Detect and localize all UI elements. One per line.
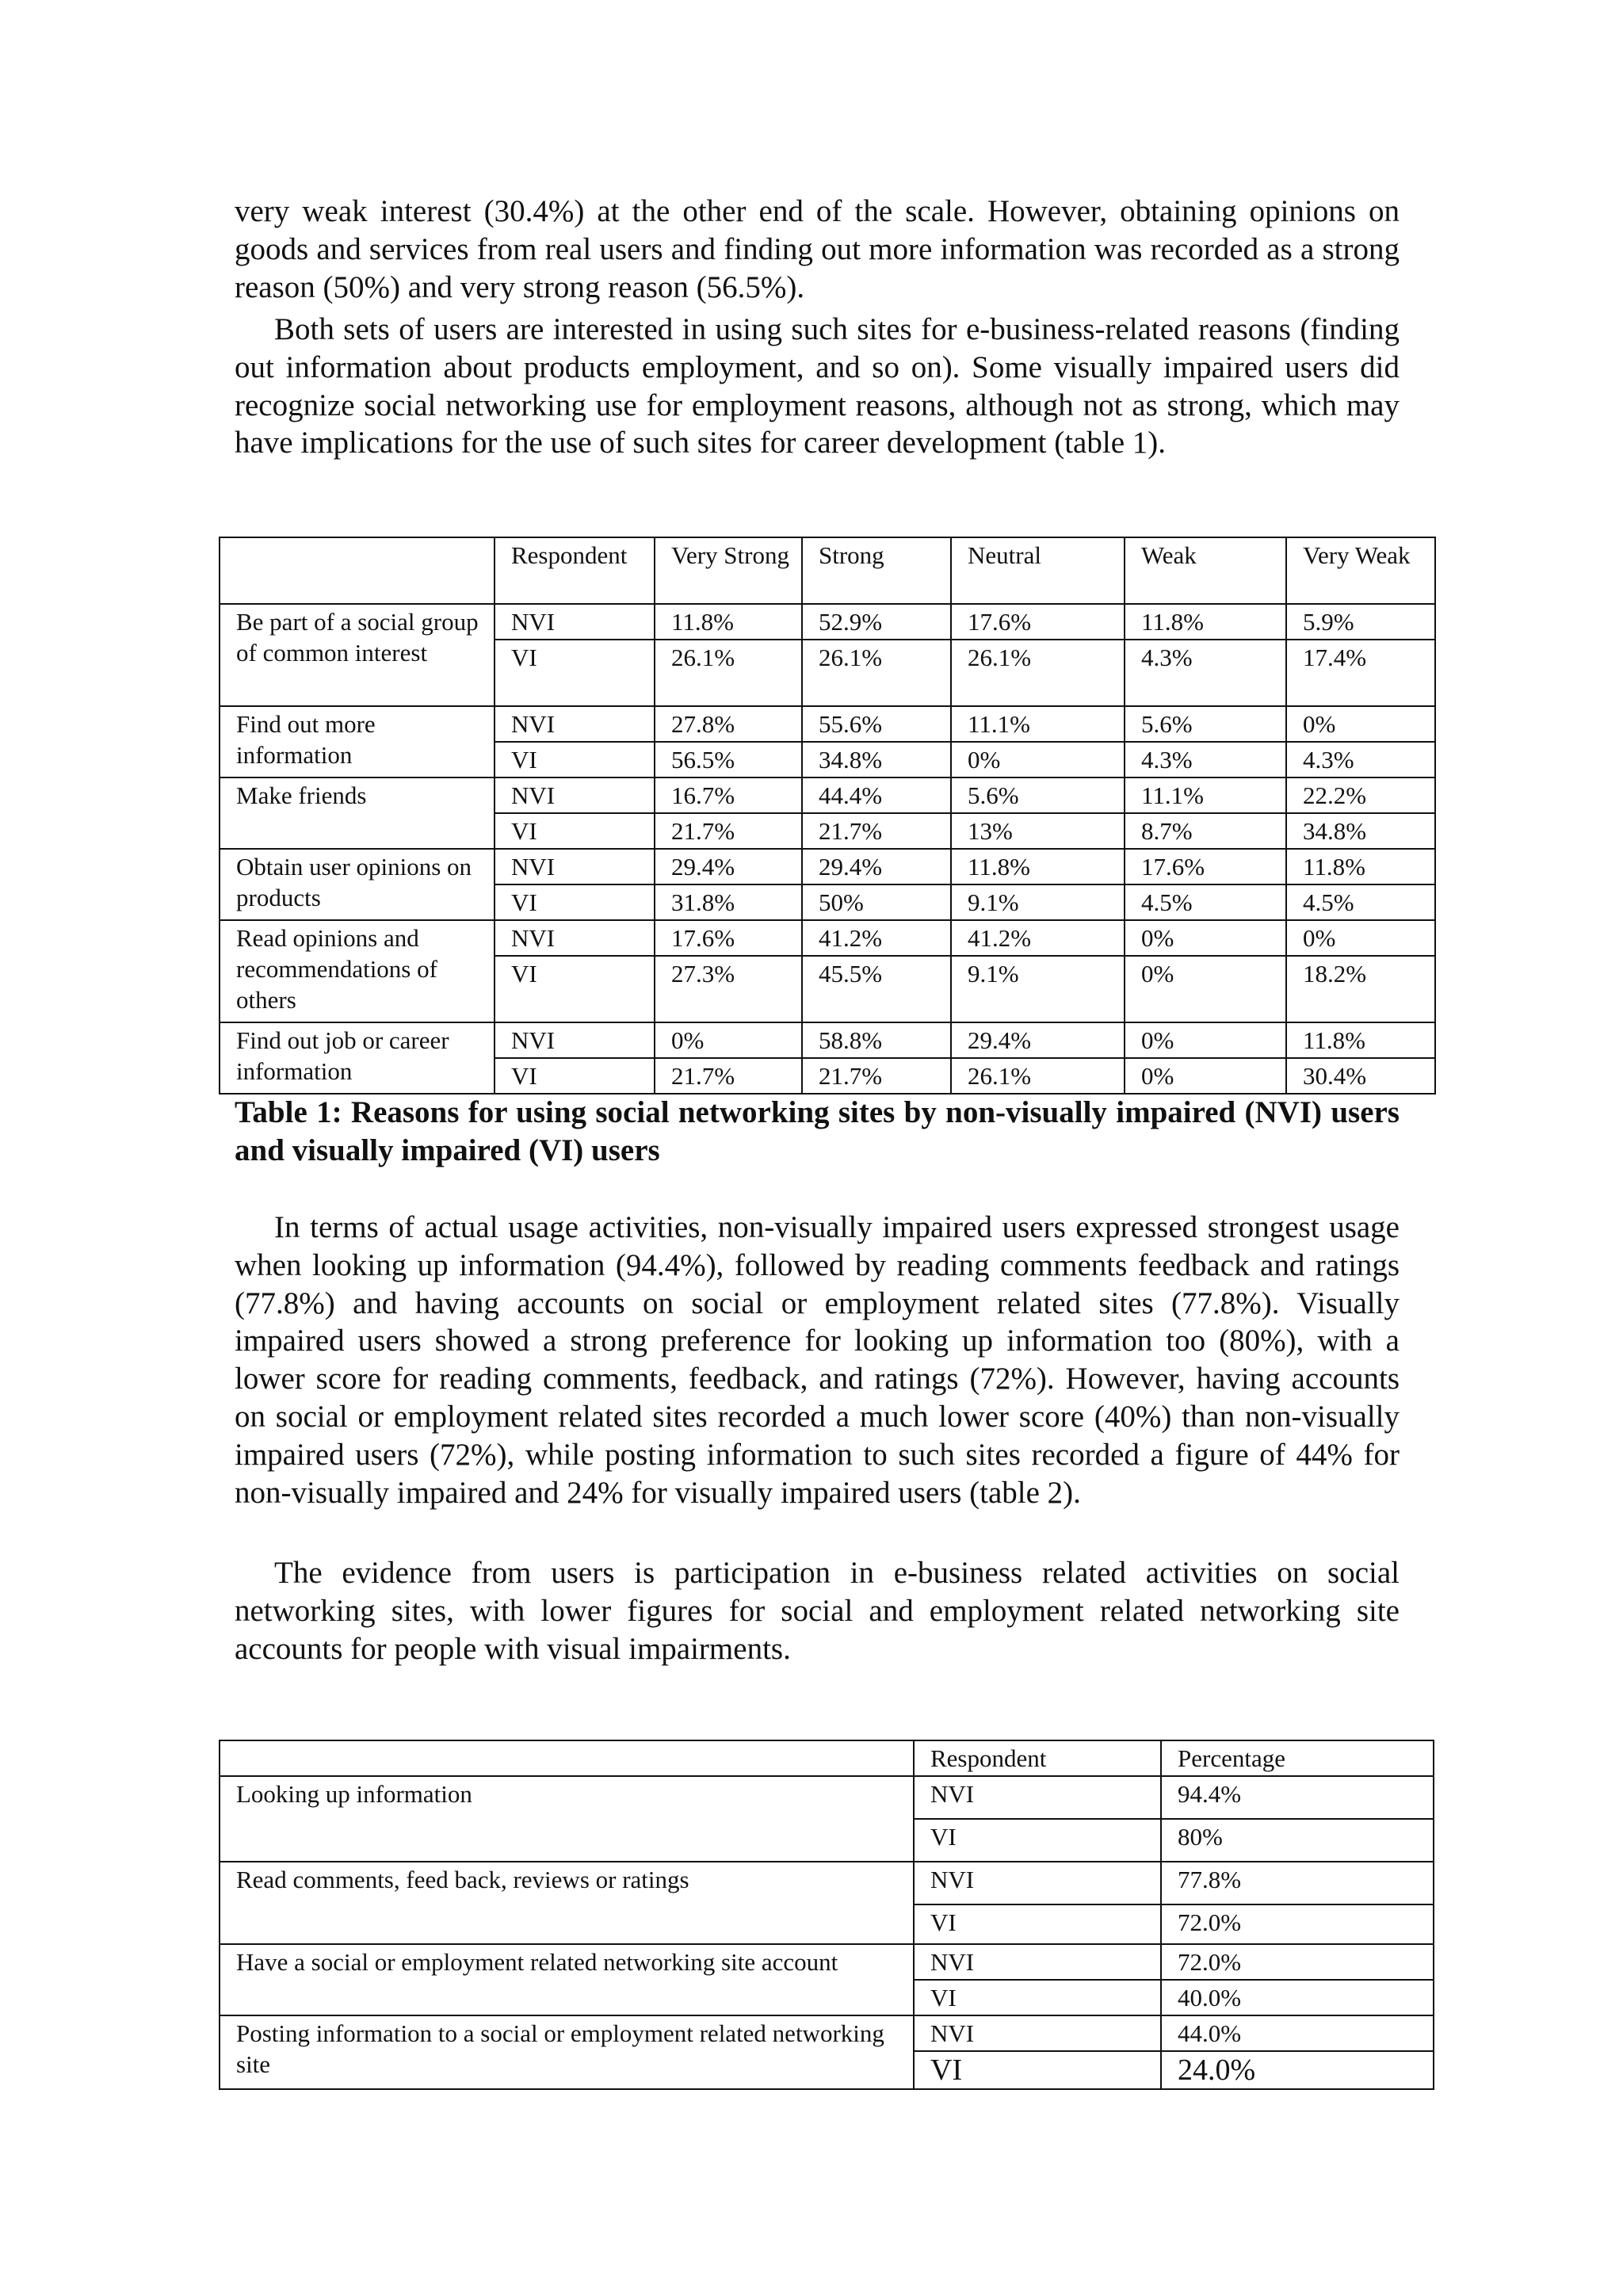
table-cell: VI: [495, 813, 655, 849]
table-cell: 21.7%: [655, 813, 802, 849]
reason-cell: Make friends: [220, 777, 495, 849]
header-cell: Weak: [1125, 537, 1286, 604]
table-cell: 11.8%: [655, 604, 802, 640]
table-cell: 5.6%: [1125, 706, 1286, 742]
table-cell: 11.1%: [951, 706, 1125, 742]
table-cell: 34.8%: [1286, 813, 1435, 849]
table-cell: 13%: [951, 813, 1125, 849]
paragraph-usage-activities: In terms of actual usage activities, non-visually impaired users expressed strongest usage when looking up information (94.4%), followed by reading comments feedback and ratings (77.8%) and having accounts on social or employment related sites (77.8%). Visually impaired users showed a strong preference for looking up information too (80%), with a lower score for reading comments, feedback, and ratings (72%). However, having accounts on social or employment related sites recorded a much lower score (40%) than non-visually impaired users (72%), while posting information to such sites recorded a figure of 44% for non-visually impaired and 24% for visually impaired users (table 2).: [235, 1210, 1400, 1510]
table-cell: 26.1%: [655, 640, 802, 706]
reason-cell: Find out more information: [220, 706, 495, 777]
table-cell: 0%: [655, 1022, 802, 1058]
table-cell: 5.6%: [951, 777, 1125, 813]
table-cell: 21.7%: [802, 1058, 951, 1094]
paragraph-evidence: The evidence from users is participation in e-business related activities on social networking sites, with lower figures for social and employment related networking site accounts for people with visual impairments.: [235, 1556, 1400, 1666]
table-row: [220, 920, 1435, 956]
table-cell: 11.8%: [1125, 604, 1286, 640]
table-cell: 0%: [1125, 956, 1286, 1022]
table-cell: 4.3%: [1125, 742, 1286, 777]
table-cell: 0%: [951, 742, 1125, 777]
reason-cell: Be part of a social group of common interest: [220, 604, 495, 706]
header-cell: Percentage: [1161, 1740, 1434, 1776]
table-cell: 17.6%: [655, 920, 802, 956]
table-row: [220, 1862, 1434, 1904]
table-cell: 55.6%: [802, 706, 951, 742]
table-cell: 0%: [1125, 1022, 1286, 1058]
table-cell: 27.8%: [655, 706, 802, 742]
table-cell: NVI: [495, 1022, 655, 1058]
table-cell: NVI: [495, 604, 655, 640]
table-cell: VI: [914, 1980, 1161, 2015]
table-cell: 4.3%: [1125, 640, 1286, 706]
table-cell: 11.8%: [951, 849, 1125, 884]
table-cell: VI: [495, 640, 655, 706]
table-cell: 72.0%: [1161, 1944, 1434, 1980]
table-cell: NVI: [495, 920, 655, 956]
table-cell: 27.3%: [655, 956, 802, 1022]
table-cell: 17.6%: [1125, 849, 1286, 884]
table-row: [220, 1944, 1434, 1980]
table-cell: 11.8%: [1286, 849, 1435, 884]
table-row: [220, 604, 1435, 640]
table-cell: 29.4%: [802, 849, 951, 884]
activities-table: [219, 1740, 1434, 2090]
table-cell: 50%: [802, 884, 951, 920]
reason-cell: Obtain user opinions on products: [220, 849, 495, 920]
activity-cell: Posting information to a social or employment related networking site: [220, 2015, 914, 2089]
table-cell: VI: [914, 1819, 1161, 1862]
table-cell: VI: [495, 884, 655, 920]
activity-cell: Have a social or employment related networking site account: [220, 1944, 914, 2015]
table-cell: 44.4%: [802, 777, 951, 813]
table-cell: 34.8%: [802, 742, 951, 777]
table-cell: NVI: [914, 1862, 1161, 1904]
paragraph-both-users: Both sets of users are interested in using such sites for e-business-related reasons (finding out information about products employment, and so on). Some visually impaired users did recognize social networking use for employment reasons, although not as strong, which may have implications for the use of such sites for career development (table 1).: [235, 312, 1400, 460]
table-cell: 8.7%: [1125, 813, 1286, 849]
table-cell: 24.0%: [1161, 2051, 1434, 2089]
table-cell: 4.5%: [1286, 884, 1435, 920]
table-cell: 4.3%: [1286, 742, 1435, 777]
table-row: [220, 1776, 1434, 1819]
table-cell: 77.8%: [1161, 1862, 1434, 1904]
table-cell: 0%: [1286, 706, 1435, 742]
table-cell: 58.8%: [802, 1022, 951, 1058]
table-cell: 80%: [1161, 1819, 1434, 1862]
table-cell: 41.2%: [802, 920, 951, 956]
table-cell: VI: [914, 1904, 1161, 1944]
table-cell: NVI: [495, 777, 655, 813]
table-cell: NVI: [914, 1776, 1161, 1819]
table-cell: 16.7%: [655, 777, 802, 813]
reason-cell: Read opinions and recommendations of others: [220, 920, 495, 1022]
activity-cell: Looking up information: [220, 1776, 914, 1862]
header-cell: Respondent: [914, 1740, 1161, 1776]
table-cell: 0%: [1125, 920, 1286, 956]
table-cell: 9.1%: [951, 956, 1125, 1022]
reason-cell: Find out job or career information: [220, 1022, 495, 1094]
activity-cell: Read comments, feed back, reviews or ratings: [220, 1862, 914, 1944]
table-cell: 21.7%: [655, 1058, 802, 1094]
table-row: [220, 706, 1435, 742]
table-cell: 17.6%: [951, 604, 1125, 640]
table-cell: 52.9%: [802, 604, 951, 640]
table-header-row: [220, 537, 1435, 604]
header-cell: Very Strong: [655, 537, 802, 604]
table-cell: NVI: [914, 2015, 1161, 2051]
table-cell: 30.4%: [1286, 1058, 1435, 1094]
table-cell: 26.1%: [951, 640, 1125, 706]
table-cell: 11.8%: [1286, 1022, 1435, 1058]
header-cell: Strong: [802, 537, 951, 604]
table1-caption: Table 1: Reasons for using social networking sites by non-visually impaired (NVI) users and visually impaired (VI) users: [235, 1095, 1400, 1167]
table-cell: NVI: [914, 1944, 1161, 1980]
reasons-table: [219, 537, 1436, 1095]
table-cell: NVI: [495, 706, 655, 742]
header-cell: Very Weak: [1286, 537, 1435, 604]
table-cell: 56.5%: [655, 742, 802, 777]
table-cell: VI: [914, 2051, 1161, 2089]
header-cell: [220, 1740, 914, 1776]
table-cell: 29.4%: [951, 1022, 1125, 1058]
table-cell: 17.4%: [1286, 640, 1435, 706]
table-cell: VI: [495, 956, 655, 1022]
table-cell: 94.4%: [1161, 1776, 1434, 1819]
table-cell: 44.0%: [1161, 2015, 1434, 2051]
table-cell: 26.1%: [802, 640, 951, 706]
table-row: [220, 849, 1435, 884]
table-cell: 26.1%: [951, 1058, 1125, 1094]
table-row: [220, 777, 1435, 813]
paragraph-intro: very weak interest (30.4%) at the other end of the scale. However, obtaining opinions on goods and services from real users and finding out more information was recorded as a strong reason (50%) and very strong reason (56.5%).: [235, 194, 1400, 304]
header-cell: Respondent: [495, 537, 655, 604]
table-cell: 9.1%: [951, 884, 1125, 920]
table-cell: 29.4%: [655, 849, 802, 884]
table-cell: 5.9%: [1286, 604, 1435, 640]
table-cell: 22.2%: [1286, 777, 1435, 813]
table-cell: 21.7%: [802, 813, 951, 849]
table-cell: VI: [495, 742, 655, 777]
header-cell: [220, 537, 495, 604]
table-cell: 40.0%: [1161, 1980, 1434, 2015]
table-cell: 4.5%: [1125, 884, 1286, 920]
table-cell: 18.2%: [1286, 956, 1435, 1022]
table-cell: 0%: [1125, 1058, 1286, 1094]
table-cell: 0%: [1286, 920, 1435, 956]
table-cell: 72.0%: [1161, 1904, 1434, 1944]
table-row: [220, 1022, 1435, 1058]
table-cell: 41.2%: [951, 920, 1125, 956]
table-cell: NVI: [495, 849, 655, 884]
table-row: [220, 2015, 1434, 2051]
table-cell: VI: [495, 1058, 655, 1094]
header-cell: Neutral: [951, 537, 1125, 604]
table-cell: 11.1%: [1125, 777, 1286, 813]
table-cell: 31.8%: [655, 884, 802, 920]
table-cell: 45.5%: [802, 956, 951, 1022]
table-header-row: [220, 1740, 1434, 1776]
